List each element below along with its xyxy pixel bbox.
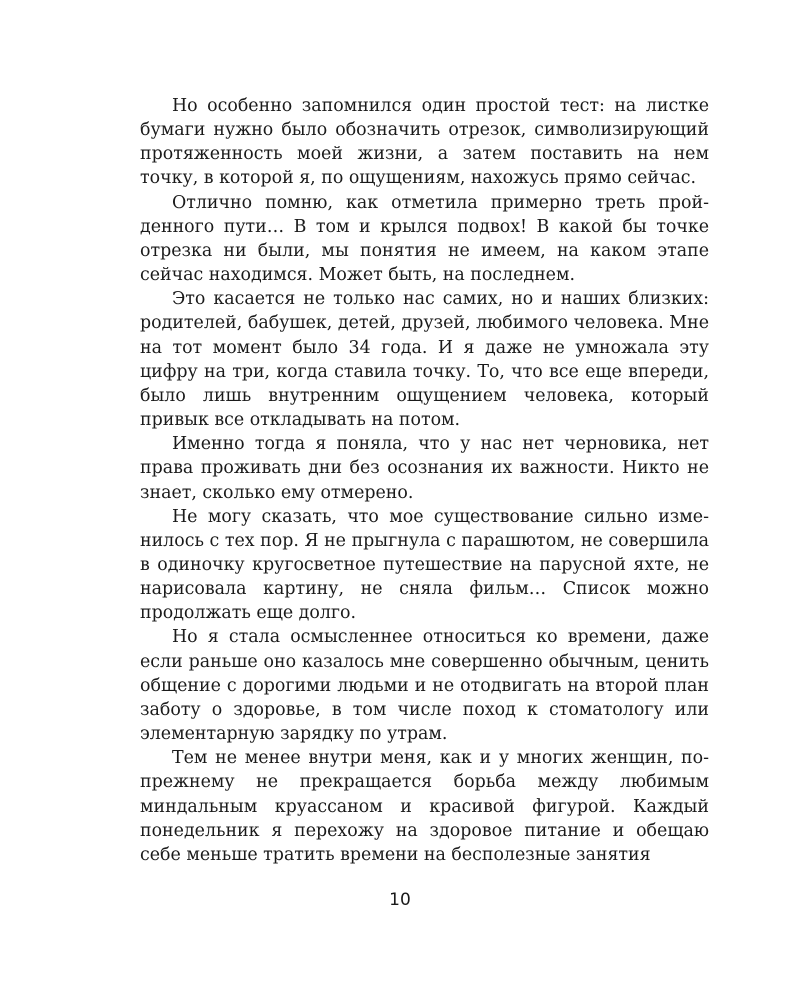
paragraph-2: Отлично помню, как отметила примерно треть пройденного пути… В том и крылся подвох! В какой бы точке отрезка ни были, мы понятия не имеем, на каком этапе сейчас находимся. Может быть, на последнем. — [140, 192, 709, 286]
paragraph-5: Не могу сказать, что мое существование сильно изменилось с тех пор. Я не прыгнула с парашютом, не совершила в одиночку кругосветное путешествие на парусной яхте, не нарисовала картину, не сняла фильм… Список можно продолжать еще долго. — [140, 506, 709, 624]
paragraph-3: Это касается не только нас самих, но и наших близких: родителей, бабушек, детей, друзей, любимого человека. Мне на тот момент было 34 года. И я даже не умножала эту цифру на три, когда ставила точку. То, что все еще впереди, было лишь внутренним ощущением человека, который привык все откладывать на потом. — [140, 289, 709, 431]
paragraph-1: Но особенно запомнился один простой тест: на листке бумаги нужно было обозначить отрезок, символизирующий протяженность моей жизни, а затем поставить на нем точку, в которой я, по ощущениям, нахожусь прямо сейчас. — [140, 96, 709, 189]
paragraph-4: Именно тогда я поняла, что у нас нет черновика, нет права проживать дни без осознания их важности. Никто не знает, сколько ему отмерено. — [140, 434, 709, 503]
paragraph-7: Тем не менее внутри меня, как и у многих женщин, по-прежнему не прекращается борьба между любимым миндальным круассаном и красивой фигурой. Каждый понедельник я перехожу на здоровое питание и обещаю себе меньше тратить времени на бесполезные занятия — [140, 748, 709, 865]
paragraph-6: Но я стала осмысленнее относиться ко времени, даже если раньше оно казалось мне совершенно обычным, ценить общение с дорогими людьми и не отодвигать на второй план заботу о здоровье, в том числе поход к стоматологу или элементарную зарядку по утрам. — [140, 627, 709, 745]
page-body-text — [140, 94, 709, 867]
page-number: 10 — [389, 890, 411, 910]
